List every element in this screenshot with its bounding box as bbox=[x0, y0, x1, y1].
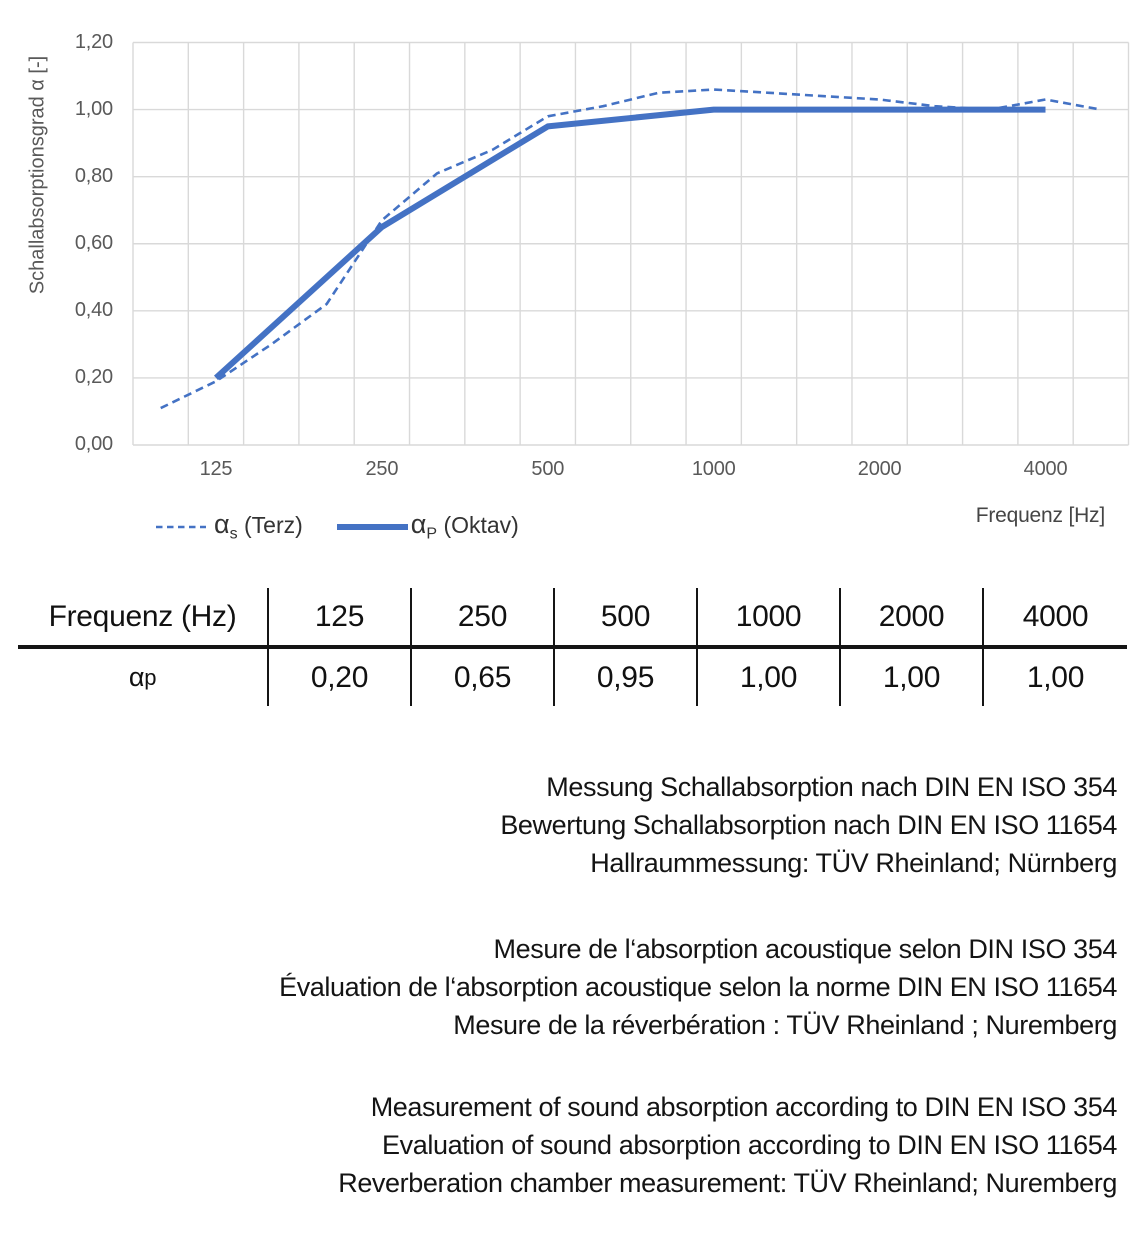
table-header-value: 1000 bbox=[698, 588, 841, 649]
legend-item-oktav bbox=[337, 508, 519, 544]
alpha-subscript: s bbox=[229, 525, 238, 543]
y-tick-label: 1,20 bbox=[74, 30, 113, 53]
alpha-symbol: α bbox=[410, 508, 427, 539]
legend-item-terz bbox=[156, 508, 303, 544]
note-german bbox=[60, 768, 1117, 882]
x-axis-title: Frequenz [Hz] bbox=[975, 504, 1105, 527]
legend-text: (Terz) bbox=[237, 511, 303, 538]
table-header-value: 500 bbox=[555, 588, 698, 649]
note-english bbox=[60, 1088, 1117, 1202]
table-cell-value: 0,65 bbox=[412, 649, 555, 706]
table-cell-value: 1,00 bbox=[841, 649, 984, 706]
alpha-symbol: α bbox=[214, 508, 230, 539]
note-line: Hallraummessung: TÜV Rheinland; Nürnberg bbox=[590, 848, 1117, 878]
note-french bbox=[60, 930, 1117, 1044]
legend-label-oktav bbox=[410, 508, 519, 544]
note-line: Mesure de la réverbération : TÜV Rheinland ; Nuremberg bbox=[453, 1010, 1117, 1040]
y-tick-label: 0,00 bbox=[74, 433, 113, 455]
absorption-values-table bbox=[18, 588, 1127, 706]
note-line: Évaluation de l‘absorption acoustique selon la norme DIN EN ISO 11654 bbox=[279, 972, 1117, 1002]
table-cell-value: 0,20 bbox=[269, 649, 412, 706]
alpha-subscript: P bbox=[426, 525, 438, 543]
table-row-label-alpha-p bbox=[18, 649, 269, 706]
table-header-value: 2000 bbox=[841, 588, 984, 649]
y-tick-label: 0,20 bbox=[74, 365, 113, 388]
x-tick-label: 250 bbox=[365, 458, 399, 480]
note-line: Bewertung Schallabsorption nach DIN EN ISO 11654 bbox=[500, 810, 1117, 840]
table-header-value: 125 bbox=[269, 588, 412, 649]
chart-plot-svg bbox=[0, 0, 1135, 575]
x-tick-label: 500 bbox=[531, 458, 565, 480]
legend-text: (Oktav) bbox=[437, 511, 519, 538]
table-cell-value: 1,00 bbox=[1026, 660, 1085, 694]
table-header-frequency: Frequenz (Hz) bbox=[18, 588, 269, 649]
note-line: Measurement of sound absorption according to DIN EN ISO 354 bbox=[370, 1092, 1117, 1122]
x-tick-label: 1000 bbox=[691, 458, 736, 480]
y-tick-label: 1,00 bbox=[74, 97, 113, 120]
y-tick-label: 0,60 bbox=[74, 231, 113, 254]
table-cell-value: 1,00 bbox=[698, 649, 841, 706]
note-line: Reverberation chamber measurement: TÜV Rheinland; Nuremberg bbox=[338, 1168, 1117, 1198]
table-header-value: 4000 bbox=[984, 588, 1127, 649]
oktav-solid-line-icon bbox=[337, 522, 408, 532]
y-axis-title: Schallabsorptionsgrad α [-] bbox=[26, 55, 49, 295]
table-header-value: 250 bbox=[412, 588, 555, 649]
x-tick-label: 4000 bbox=[1023, 458, 1068, 480]
x-tick-label: 125 bbox=[199, 458, 233, 480]
note-line: Messung Schallabsorption nach DIN EN ISO 354 bbox=[546, 772, 1117, 802]
y-tick-label: 0,80 bbox=[74, 164, 113, 187]
y-tick-label: 0,40 bbox=[74, 298, 113, 321]
table-cell-value: 0,95 bbox=[555, 649, 698, 706]
note-line: Evaluation of sound absorption according to DIN EN ISO 11654 bbox=[382, 1130, 1117, 1160]
note-line: Mesure de l‘absorption acoustique selon DIN ISO 354 bbox=[493, 934, 1117, 964]
alpha-subscript: p bbox=[144, 664, 157, 690]
x-tick-label: 2000 bbox=[857, 458, 902, 480]
legend-label-terz bbox=[214, 508, 303, 544]
terz-dashed-line-icon bbox=[156, 523, 206, 531]
chart-legend bbox=[156, 508, 519, 543]
absorption-chart bbox=[0, 0, 1135, 575]
alpha-symbol: α bbox=[128, 662, 145, 692]
